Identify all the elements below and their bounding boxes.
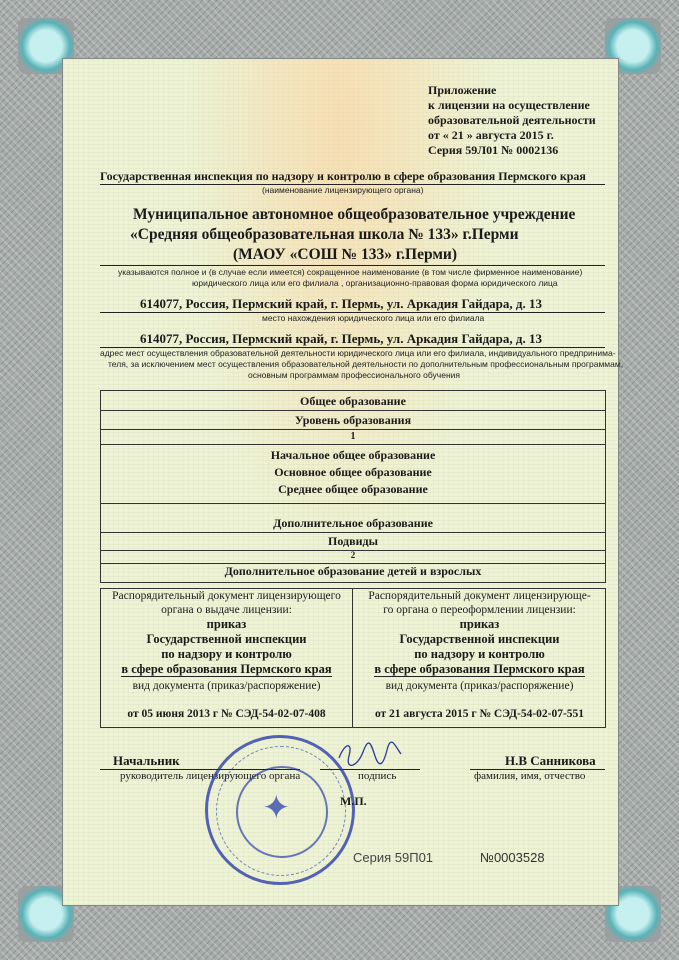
reissue-order-body: в сфере образования Пермского края [374, 662, 585, 676]
issue-order-title: органа о выдаче лицензии: [161, 604, 292, 616]
official-seal [205, 735, 355, 885]
seal-place-label: М.П. [340, 794, 367, 808]
table-heading-level: Уровень образования [294, 413, 412, 427]
table-heading-general: Общее образование [300, 394, 406, 408]
appendix-series: Серия 59Л01 № 0002136 [428, 143, 559, 157]
issue-order-kind: вид документа (приказ/распоряжение) [132, 680, 321, 692]
table-column-number: 1 [350, 431, 356, 442]
reissue-order-title: Распорядительный документ лицензирующе- [368, 590, 591, 602]
org-underline [100, 265, 605, 266]
form-series: Серия 59П01 [353, 850, 434, 865]
appendix-header [428, 83, 596, 158]
reissue-order-date: от 21 августа 2015 г № СЭД-54-02-07-551 [374, 708, 585, 720]
table-divider [101, 410, 605, 411]
coat-of-arms-icon: ✦ [262, 790, 291, 827]
table-row: Основное общее образование [274, 465, 432, 479]
table-heading-subtypes: Подвиды [328, 534, 378, 548]
reissue-order-type: приказ [459, 617, 500, 631]
issue-order [101, 589, 353, 727]
issuer-name: Государственная инспекция по надзору и контролю в сфере образования Пермского края [100, 169, 586, 183]
org-name-line2: «Средняя общеобразовательная школа № 133» г.Перми [130, 226, 519, 243]
org-caption2: юридического лица или его филиала , организационно-правовая форма юридического лица [192, 278, 558, 288]
handwritten-signature [335, 738, 405, 772]
activity-address: 614077, Россия, Пермский край, г. Пермь, ул. Аркадия Гайдара, д. 13 [140, 331, 542, 346]
activity-caption1: адрес мест осуществления образовательной деятельности юридического лица или его филиала, индивидуального предпринима- [100, 348, 616, 358]
reissue-order-body: по надзору и контролю [414, 647, 545, 661]
activity-caption2: теля, за исключением мест осуществления образовательной деятельности по дополнительным профессиональным программам, [108, 359, 624, 369]
table-column-number: 2 [350, 550, 356, 560]
form-number: №0003528 [480, 850, 545, 865]
table-divider [101, 444, 605, 445]
appendix-date: от « 21 » августа 2015 г. [428, 128, 554, 142]
org-caption1: указываются полное и (в случае если имеется) сокращенное наименование (в том числе фирменное наименование) [118, 267, 583, 277]
reissue-order-kind: вид документа (приказ/распоряжение) [385, 680, 574, 692]
role-caption: руководитель лицензирующего органа [120, 770, 301, 782]
table-row: Начальное общее образование [270, 448, 436, 462]
table-row: Дополнительное образование детей и взрослых [100, 562, 606, 583]
signer-role: Начальник [113, 753, 180, 768]
reissue-order-title: го органа о переоформлении лицензии: [383, 604, 576, 616]
signature-caption: подпись [358, 770, 397, 782]
order-documents [100, 588, 606, 728]
table-divider [101, 532, 605, 533]
appendix-line: образовательной деятельности [428, 113, 596, 127]
location-caption: место нахождения юридического лица или его филиала [262, 313, 485, 323]
signer-name: Н.В Санникова [505, 753, 596, 768]
issue-order-type: приказ [206, 617, 247, 631]
issue-order-date: от 05 июня 2013 г № СЭД-54-02-07-408 [127, 708, 326, 720]
table-heading-additional: Дополнительное образование [273, 516, 433, 530]
issue-order-title: Распорядительный документ лицензирующего [112, 590, 341, 602]
location-address: 614077, Россия, Пермский край, г. Пермь, ул. Аркадия Гайдара, д. 13 [140, 296, 542, 311]
org-name-line1: Муниципальное автономное общеобразовательное учреждение [133, 206, 576, 223]
activity-caption3: основным программам профессионального обучения [248, 370, 461, 380]
appendix-line: Приложение [428, 83, 497, 97]
issue-order-body: Государственной инспекции [146, 632, 307, 646]
reissue-order [354, 589, 605, 721]
reissue-order-body: Государственной инспекции [399, 632, 560, 646]
table-divider [101, 503, 605, 504]
issue-order-body: по надзору и контролю [161, 647, 292, 661]
name-caption: фамилия, имя, отчество [474, 770, 586, 782]
appendix-line: к лицензии на осуществление [428, 98, 590, 112]
issue-order-body: в сфере образования Пермского края [121, 662, 332, 676]
org-short-name: (МАОУ «СОШ № 133» г.Перми) [233, 246, 458, 263]
education-table [100, 390, 606, 564]
table-row: Среднее общее образование [278, 482, 428, 496]
table-divider [101, 429, 605, 430]
issuer-caption: (наименование лицензирующего органа) [262, 185, 424, 195]
